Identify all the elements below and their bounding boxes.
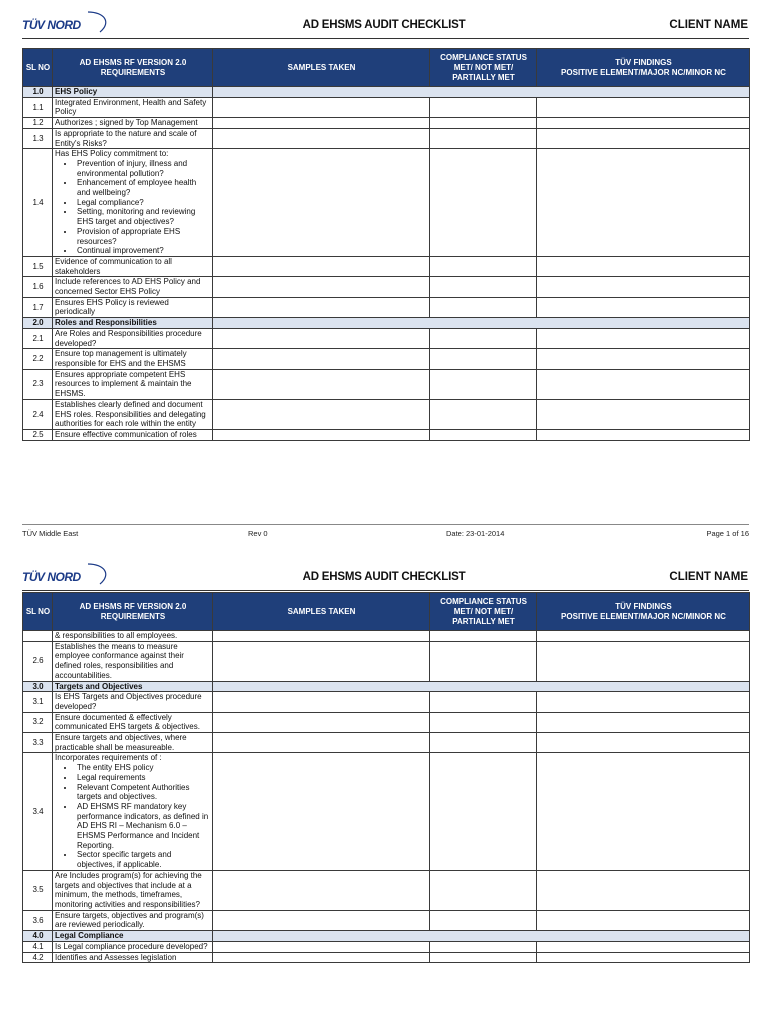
samples-taken-cell[interactable] [213,870,430,910]
requirement-text: Ensure targets, objectives and program(s) are reviewed periodically. [55,910,204,930]
findings-cell[interactable] [537,256,750,276]
col-sl-no: SL NO [23,49,53,87]
logo-text: TÜV NORD [22,570,81,584]
table-header-row [23,593,750,631]
requirement-text: Is Legal compliance procedure developed? [55,941,208,951]
section-title-cell [53,318,213,329]
samples-taken-cell[interactable] [213,692,430,712]
findings-cell[interactable] [537,369,750,399]
table-row [23,97,750,117]
table-row [23,641,750,681]
compliance-status-cell[interactable] [430,399,537,429]
requirement-text: Incorporates requirements of : [55,753,162,763]
requirement-text: Ensure targets and objectives, where practicable shall be measureable. [55,733,187,752]
table-row [23,149,750,257]
bullet-item: • Legal requirements [75,773,211,783]
table-row [23,277,750,297]
requirement-text: Establishes clearly defined and document EHS roles. Responsibilities and delegating authorities for each role within the entity [55,399,206,429]
findings-cell[interactable] [537,870,750,910]
findings-cell[interactable] [537,753,750,870]
table-row [23,429,750,440]
samples-taken-cell[interactable] [213,753,430,870]
section-row [23,87,750,98]
compliance-status-cell[interactable] [430,910,537,930]
page-header [0,552,768,592]
samples-taken-cell[interactable] [213,712,430,732]
table-header-row [23,49,750,87]
table-row [23,870,750,910]
table-row [23,910,750,930]
requirement-bullets [55,159,211,256]
requirement-text: Establishes the means to measure employee conformance against their defined roles, responsibilities and accountabilities. [55,641,184,680]
sl-number-cell: 4.0 [23,931,53,942]
audit-checklist-table [22,592,750,963]
requirement-cell [53,149,213,257]
requirement-text: Are Includes program(s) for achieving the targets and objectives that include at a minimum, the methods, timeframes, monitoring activities and responsibilities? [55,870,202,909]
sl-number-cell: 4.1 [23,941,53,952]
requirement-cell [53,349,213,369]
section-row [23,681,750,692]
requirement-text: Include references to AD EHS Policy and concerned Sector EHS Policy [55,277,201,297]
section-title-cell [53,681,213,692]
samples-taken-cell[interactable] [213,297,430,317]
table-row [23,692,750,712]
compliance-status-cell[interactable] [430,952,537,963]
compliance-status-cell[interactable] [430,149,537,257]
section-fill-cell [213,681,750,692]
table-row [23,631,750,642]
sl-number-cell: 4.2 [23,952,53,963]
page-2 [0,552,768,1024]
findings-cell[interactable] [537,712,750,732]
compliance-status-cell[interactable] [430,429,537,440]
samples-taken-cell[interactable] [213,256,430,276]
sl-number-cell: 3.6 [23,910,53,930]
samples-taken-cell[interactable] [213,952,430,963]
requirement-text: Evidence of communication to all stakeholders [55,256,172,276]
section-fill-cell [213,318,750,329]
samples-taken-cell[interactable] [213,277,430,297]
compliance-status-cell[interactable] [430,369,537,399]
requirement-cell [53,631,213,642]
footer-page: Page 1 of 16 [706,529,749,538]
sl-number-cell: 2.0 [23,318,53,329]
bullet-item: • Enhancement of employee health and wellbeing? [75,178,211,197]
page-header [0,0,768,40]
requirement-text: Roles and Responsibilities [55,318,157,328]
bullet-item: • Sector specific targets and objectives, if applicable. [75,850,211,869]
table-row [23,753,750,870]
table-row [23,128,750,148]
requirement-text: Ensures EHS Policy is reviewed periodically [55,297,169,317]
compliance-status-cell[interactable] [430,328,537,348]
table-row [23,712,750,732]
requirement-cell [53,910,213,930]
sl-number-cell: 1.2 [23,118,53,129]
col-tuv-findings: TÜV FINDINGS POSITIVE ELEMENT/MAJOR NC/MINOR NC [537,49,750,87]
section-fill-cell [213,87,750,98]
findings-cell[interactable] [537,149,750,257]
bullet-item: • Provision of appropriate EHS resources? [75,227,211,246]
samples-taken-cell[interactable] [213,118,430,129]
requirement-cell [53,941,213,952]
col-compliance-status: COMPLIANCE STATUS MET/ NOT MET/ PARTIALLY MET [430,49,537,87]
compliance-status-cell[interactable] [430,631,537,642]
findings-cell[interactable] [537,277,750,297]
sl-number-cell: 3.2 [23,712,53,732]
sl-number-cell: 2.2 [23,349,53,369]
col-samples-taken: SAMPLES TAKEN [213,49,430,87]
bullet-item: • The entity EHS policy [75,763,211,773]
samples-taken-cell[interactable] [213,910,430,930]
client-name: CLIENT NAME [669,19,748,31]
sl-number-cell [23,631,53,642]
sl-number-cell: 1.5 [23,256,53,276]
section-row [23,931,750,942]
compliance-status-cell[interactable] [430,256,537,276]
compliance-status-cell[interactable] [430,941,537,952]
bullet-item: • Legal compliance? [75,198,211,208]
sl-number-cell: 2.4 [23,399,53,429]
table-row [23,952,750,963]
samples-taken-cell[interactable] [213,97,430,117]
client-name: CLIENT NAME [669,571,748,583]
document-title: AD EHSMS AUDIT CHECKLIST [302,571,466,583]
compliance-status-cell[interactable] [430,277,537,297]
table-row [23,733,750,753]
compliance-status-cell[interactable] [430,733,537,753]
requirement-bullets [55,763,211,870]
findings-cell[interactable] [537,692,750,712]
samples-taken-cell[interactable] [213,328,430,348]
sl-number-cell: 1.6 [23,277,53,297]
compliance-status-cell[interactable] [430,712,537,732]
table-row [23,328,750,348]
samples-taken-cell[interactable] [213,349,430,369]
findings-cell[interactable] [537,733,750,753]
audit-checklist-table [22,48,750,441]
requirement-cell [53,399,213,429]
requirement-cell [53,256,213,276]
compliance-status-cell[interactable] [430,870,537,910]
sl-number-cell: 1.3 [23,128,53,148]
findings-cell[interactable] [537,641,750,681]
compliance-status-cell[interactable] [430,128,537,148]
col-compliance-status: COMPLIANCE STATUS MET/ NOT MET/ PARTIALLY MET [430,593,537,631]
requirement-text: Targets and Objectives [55,681,143,691]
requirement-text: Has EHS Policy commitment to: [55,149,169,159]
samples-taken-cell[interactable] [213,399,430,429]
table-row [23,256,750,276]
requirement-cell [53,128,213,148]
document-title: AD EHSMS AUDIT CHECKLIST [302,19,466,31]
requirement-cell [53,297,213,317]
samples-taken-cell[interactable] [213,941,430,952]
col-requirements: AD EHSMS RF VERSION 2.0 REQUIREMENTS [53,593,213,631]
col-samples-taken: SAMPLES TAKEN [213,593,430,631]
sl-number-cell: 1.0 [23,87,53,98]
sl-number-cell: 3.5 [23,870,53,910]
requirement-text: Legal Compliance [55,931,124,941]
samples-taken-cell[interactable] [213,128,430,148]
findings-cell[interactable] [537,399,750,429]
table-row [23,118,750,129]
sl-number-cell: 1.1 [23,97,53,117]
col-sl-no: SL NO [23,593,53,631]
findings-cell[interactable] [537,941,750,952]
requirement-cell [53,328,213,348]
section-title-cell [53,931,213,942]
samples-taken-cell[interactable] [213,369,430,399]
bullet-item: • Continual improvement? [75,246,211,256]
requirement-text: Is appropriate to the nature and scale of Entity's Risks? [55,128,197,148]
findings-cell[interactable] [537,97,750,117]
compliance-status-cell[interactable] [430,349,537,369]
footer-org: TÜV Middle East [22,529,79,538]
section-title-cell [53,87,213,98]
bullet-item: • Setting, monitoring and reviewing EHS target and objectives? [75,207,211,226]
sl-number-cell: 3.0 [23,681,53,692]
table-row [23,369,750,399]
logo-text: TÜV NORD [22,18,81,32]
requirement-text: Identifies and Assesses legislation [55,952,177,962]
table-row [23,941,750,952]
requirement-text: Is EHS Targets and Objectives procedure developed? [55,692,202,711]
requirement-cell [53,952,213,963]
samples-taken-cell[interactable] [213,429,430,440]
requirement-text: Integrated Environment, Health and Safety Policy [55,97,207,117]
requirement-text: & responsibilities to all employees. [55,631,178,640]
sl-number-cell: 2.5 [23,429,53,440]
col-tuv-findings: TÜV FINDINGS POSITIVE ELEMENT/MAJOR NC/MINOR NC [537,593,750,631]
requirement-cell [53,753,213,870]
findings-cell[interactable] [537,631,750,642]
table-row [23,399,750,429]
requirement-cell [53,712,213,732]
samples-taken-cell[interactable] [213,631,430,642]
sl-number-cell: 2.3 [23,369,53,399]
col-requirements: AD EHSMS RF VERSION 2.0 REQUIREMENTS [53,49,213,87]
requirement-text: Ensure top management is ultimately responsible for EHS and the EHSMS [55,349,187,368]
bullet-item: • AD EHSMS RF mandatory key performance indicators, as defined in AD EHS RI – Mechanism 6.0 – EHSMS Performance and Incident Reporting. [75,802,211,851]
requirement-text: EHS Policy [55,87,98,96]
footer-date: Date: 23-01-2014 [446,529,505,538]
findings-cell[interactable] [537,128,750,148]
bullet-item: • Prevention of injury, illness and environmental pollution? [75,159,211,178]
requirement-text: Ensures appropriate competent EHS resources to implement & maintain the EHSMS. [55,369,192,399]
requirement-text: Ensure documented & effectively communicated EHS targets & objectives. [55,712,200,732]
requirement-cell [53,118,213,129]
samples-taken-cell[interactable] [213,733,430,753]
findings-cell[interactable] [537,328,750,348]
requirement-cell [53,277,213,297]
requirement-cell [53,870,213,910]
findings-cell[interactable] [537,952,750,963]
requirement-cell [53,641,213,681]
page-footer [22,529,749,539]
header-divider [22,38,749,39]
sl-number-cell: 3.3 [23,733,53,753]
footer-divider [22,524,749,525]
findings-cell[interactable] [537,349,750,369]
findings-cell[interactable] [537,910,750,930]
findings-cell[interactable] [537,429,750,440]
findings-cell[interactable] [537,118,750,129]
sl-number-cell: 2.6 [23,641,53,681]
requirement-cell [53,692,213,712]
requirement-cell [53,97,213,117]
section-fill-cell [213,931,750,942]
bullet-item: • Relevant Competent Authorities targets and objectives. [75,783,211,802]
requirement-cell [53,429,213,440]
sl-number-cell: 1.4 [23,149,53,257]
compliance-status-cell[interactable] [430,118,537,129]
sl-number-cell: 2.1 [23,328,53,348]
requirement-cell [53,369,213,399]
section-row [23,318,750,329]
requirement-text: Authorizes ; signed by Top Management [55,118,198,128]
sl-number-cell: 3.4 [23,753,53,870]
footer-rev: Rev 0 [248,529,268,538]
header-divider [22,590,749,591]
requirement-text: Are Roles and Responsibilities procedure developed? [55,328,202,348]
sl-number-cell: 1.7 [23,297,53,317]
requirement-cell [53,733,213,753]
compliance-status-cell[interactable] [430,297,537,317]
samples-taken-cell[interactable] [213,641,430,681]
findings-cell[interactable] [537,297,750,317]
table-row [23,349,750,369]
samples-taken-cell[interactable] [213,149,430,257]
requirement-text: Ensure effective communication of roles [55,429,197,439]
compliance-status-cell[interactable] [430,641,537,681]
compliance-status-cell[interactable] [430,97,537,117]
compliance-status-cell[interactable] [430,753,537,870]
compliance-status-cell[interactable] [430,692,537,712]
sl-number-cell: 3.1 [23,692,53,712]
table-row [23,297,750,317]
